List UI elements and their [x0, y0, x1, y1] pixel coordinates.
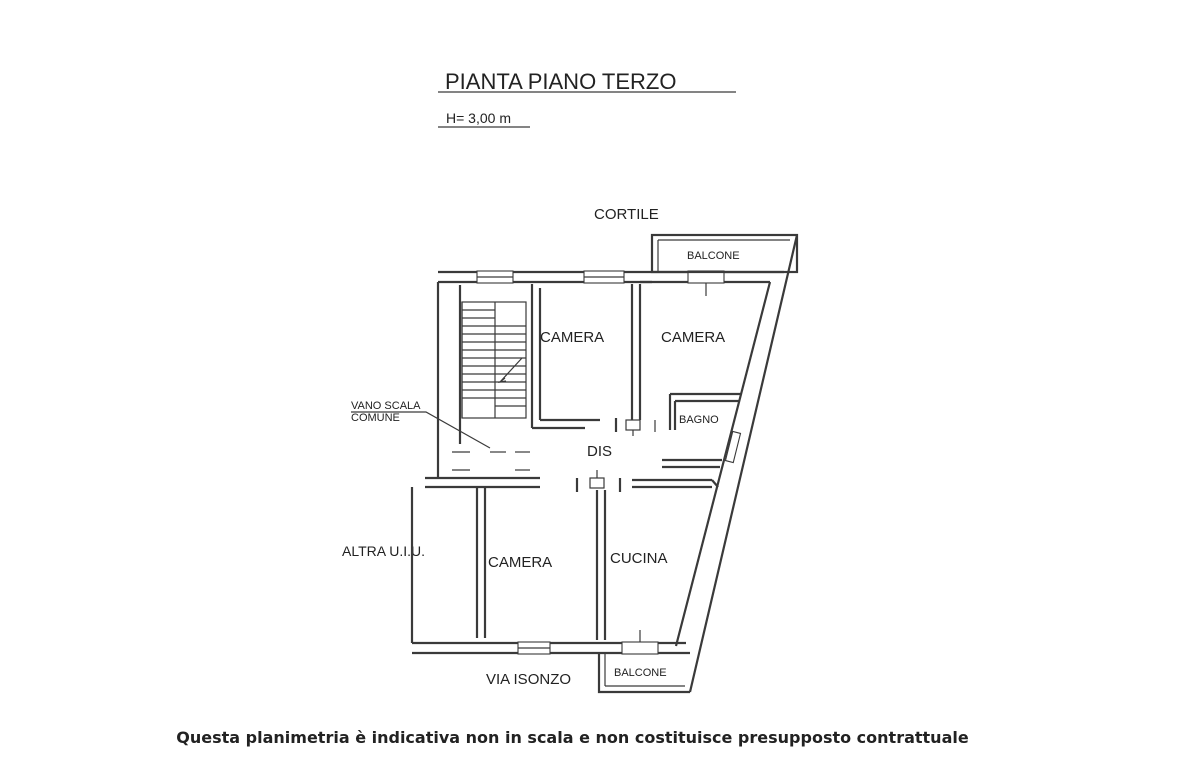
room-bagno: BAGNO	[679, 414, 719, 426]
room-dis: DIS	[587, 443, 613, 460]
other-unit-label: ALTRA U.I.U.	[342, 543, 425, 559]
street-label: VIA ISONZO	[486, 671, 572, 688]
room-camera-2: CAMERA	[661, 329, 726, 346]
room-cucina: CUCINA	[610, 550, 668, 567]
balcony-bottom	[599, 653, 690, 692]
stair-label-line1: VANO SCALA	[351, 400, 421, 412]
stair-label-line2: COMUNE	[351, 412, 400, 424]
room-camera-1: CAMERA	[540, 329, 605, 346]
balcony-bottom-label: BALCONE	[614, 667, 667, 679]
height-label: H= 3,00 m	[446, 110, 511, 126]
balcony-top	[652, 235, 797, 272]
disclaimer-note: Questa planimetria è indicativa non in scala e non costituisce presupposto contrattuale	[176, 728, 969, 747]
room-camera-3: CAMERA	[488, 554, 553, 571]
courtyard-label: CORTILE	[594, 206, 659, 223]
plan-title: PIANTA PIANO TERZO	[445, 69, 677, 94]
staircase	[462, 302, 526, 418]
balcony-top-label: BALCONE	[687, 250, 740, 262]
